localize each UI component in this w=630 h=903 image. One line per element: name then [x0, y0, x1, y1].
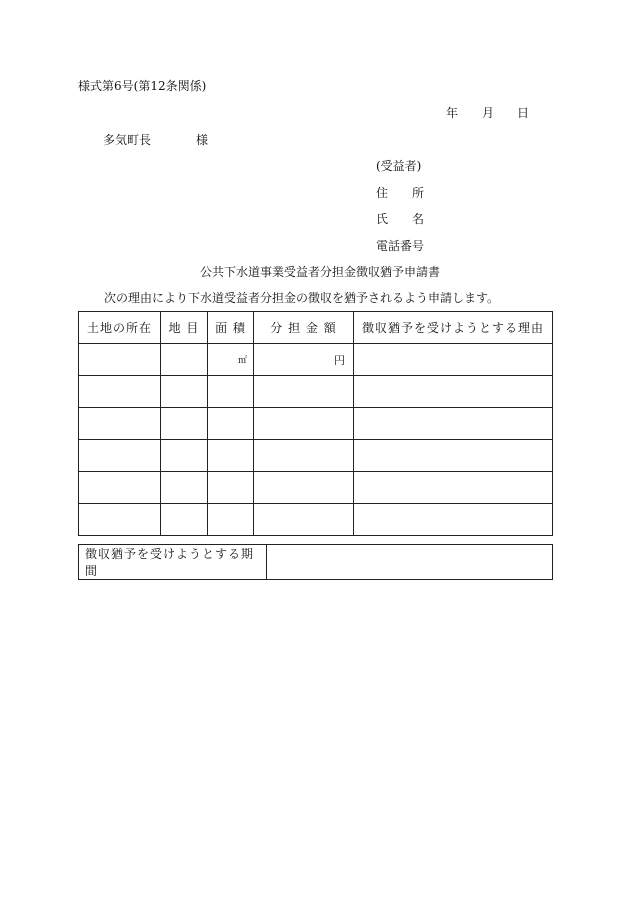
- cell-land-category[interactable]: [161, 504, 208, 536]
- cell-amount[interactable]: [254, 408, 354, 440]
- cell-land-category[interactable]: [161, 408, 208, 440]
- header-amount: 分 担 金 額: [254, 312, 354, 344]
- table-row: [79, 504, 553, 536]
- form-number: 様式第6号(第12条関係): [78, 79, 207, 93]
- cell-amount[interactable]: [254, 472, 354, 504]
- header-land-category: 地 目: [161, 312, 208, 344]
- cell-amount[interactable]: [254, 504, 354, 536]
- table-row: [79, 344, 553, 376]
- intro-text: 次の理由により下水道受益者分担金の徴収を猶予されるよう申請します。: [104, 291, 500, 305]
- deferral-period-row: [79, 545, 553, 580]
- cell-amount[interactable]: [254, 376, 354, 408]
- cell-area[interactable]: [208, 504, 254, 536]
- cell-land-category[interactable]: [161, 472, 208, 504]
- cell-area[interactable]: [208, 408, 254, 440]
- addressee-suffix: 様: [196, 133, 209, 147]
- deferral-period-label: 徴収猶予を受けようとする期間: [79, 545, 267, 580]
- cell-reason[interactable]: [354, 504, 553, 536]
- cell-land-category[interactable]: [161, 376, 208, 408]
- document-title: 公共下水道事業受益者分担金徴収猶予申請書: [200, 265, 441, 279]
- addressee: 多気町長: [103, 133, 152, 147]
- table-row: [79, 376, 553, 408]
- cell-land-category[interactable]: [161, 344, 208, 376]
- cell-location[interactable]: [79, 472, 161, 504]
- date-day-label: 日: [517, 106, 530, 120]
- cell-area[interactable]: [208, 472, 254, 504]
- address-label-1: 住: [376, 186, 389, 200]
- deferral-period-table: [78, 544, 553, 580]
- cell-area[interactable]: [208, 440, 254, 472]
- date-year-label: 年: [446, 106, 459, 120]
- table-row: [79, 472, 553, 504]
- deferral-period-value[interactable]: [267, 545, 553, 580]
- cell-reason[interactable]: [354, 408, 553, 440]
- phone-label: 電話番号: [376, 239, 425, 253]
- cell-area[interactable]: [208, 376, 254, 408]
- address-label-2: 所: [412, 186, 425, 200]
- amount-unit: 円: [334, 353, 345, 367]
- cell-location[interactable]: [79, 376, 161, 408]
- area-unit: ㎡: [237, 356, 247, 366]
- name-label-1: 氏: [376, 212, 389, 226]
- cell-amount[interactable]: [254, 344, 354, 376]
- table-header-row: [79, 312, 553, 344]
- cell-location[interactable]: [79, 504, 161, 536]
- header-area: 面 積: [208, 312, 254, 344]
- header-reason: 徴収猶予を受けようとする理由: [354, 312, 553, 344]
- cell-reason[interactable]: [354, 472, 553, 504]
- name-label-2: 名: [412, 212, 425, 226]
- cell-location[interactable]: [79, 344, 161, 376]
- table-row: [79, 440, 553, 472]
- date-month-label: 月: [482, 106, 495, 120]
- cell-reason[interactable]: [354, 344, 553, 376]
- cell-land-category[interactable]: [161, 440, 208, 472]
- cell-location[interactable]: [79, 440, 161, 472]
- beneficiary-label: (受益者): [376, 159, 422, 173]
- cell-reason[interactable]: [354, 440, 553, 472]
- cell-location[interactable]: [79, 408, 161, 440]
- cell-reason[interactable]: [354, 376, 553, 408]
- cell-area[interactable]: [208, 344, 254, 376]
- header-location: 土地の所在: [79, 312, 161, 344]
- application-table: [78, 311, 553, 536]
- table-row: [79, 408, 553, 440]
- cell-amount[interactable]: [254, 440, 354, 472]
